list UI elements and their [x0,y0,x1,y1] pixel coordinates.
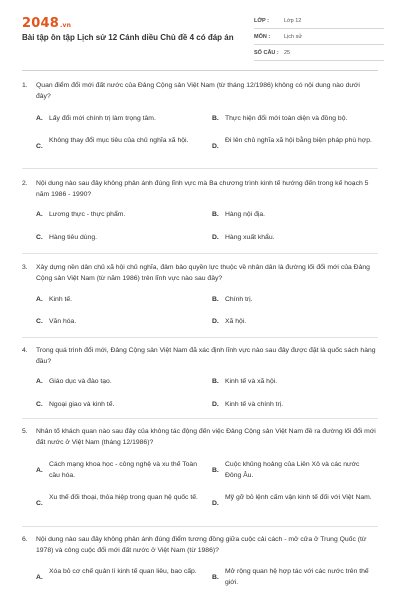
option-text: Kinh tế và chính trị. [225,401,284,408]
question-6 [22,534,378,598]
option-letter: A. [36,378,43,385]
site-logo[interactable] [22,16,71,31]
meta-value: Lớp 12 [284,17,302,24]
question-5 [22,426,378,524]
option-letter: B. [212,574,219,581]
option-letter: B. [212,115,219,122]
question-divider [22,337,378,338]
meta-key: LỚP : [254,17,269,24]
option-text: Hàng nội địa. [225,211,266,218]
option-text: Xu thế đối thoại, thỏa hiệp trong quan hệ quốc tế. [49,494,198,501]
option-letter: A. [36,115,43,122]
option-letter: B. [212,467,219,474]
question-body: Nhân tố khách quan nào sau đây của không tác động đến việc Đảng Cộng sản Việt Nam đề ra đường lối đổi mới đất nước ở Việt Nam (tháng 12/1986)? [36,428,376,446]
logo-suffix: .vn [59,22,72,29]
question-divider [22,418,378,419]
header-divider [22,70,378,71]
question-2 [22,178,378,253]
question-number: 3. [22,264,28,271]
meta-row-class [254,13,384,29]
option-text: Văn hóa. [49,318,77,325]
option-text: Xã hội. [225,318,247,325]
logo-main: 2048 [22,16,59,31]
option-text: Giáo dục và đào tạo. [49,378,112,385]
option-text: Thực hiện đổi mới toàn diện và đồng bộ. [225,115,348,122]
option-text: Hàng tiêu dùng. [49,234,97,241]
option-letter: D. [212,143,219,150]
question-body: Nội dung nào sau đây không phản ánh đúng lĩnh vực mà Ba chương trình kinh tế hướng đến trong kế hoạch 5 năm 1986 - 1990? [36,180,369,198]
question-1 [22,80,378,170]
option-letter: C. [36,318,43,325]
option-text: Lấy đổi mới chính trị làm trọng tâm. [49,115,156,122]
meta-value: 25 [284,49,291,56]
option-letter: D. [212,401,219,408]
document-header [0,0,400,70]
meta-row-count [254,45,384,61]
question-body: Xây dựng nền dân chủ xã hội chủ nghĩa, đảm bảo quyền lực thuộc về nhân dân là đường lối đổi mới của Đảng Cộng sản Việt Nam (từ năm 1986) trên lĩnh vực nào sau đây? [36,264,370,282]
option-letter: B. [212,211,219,218]
option-letter: D. [212,318,219,325]
question-number: 1. [22,82,28,89]
option-text: Hàng xuất khẩu. [225,234,275,241]
option-text: Cuộc khủng hoảng của Liên Xô và các nước Đông Âu. [225,461,360,479]
question-number: 5. [22,428,28,435]
option-text: Xóa bỏ cơ chế quản lí kinh tế quan liêu, bao cấp. [49,568,197,575]
option-letter: A. [36,211,43,218]
meta-info-table [254,13,384,61]
question-divider [22,253,378,254]
option-text: Ngoại giao và kinh tế. [49,401,115,408]
option-letter: C. [36,143,43,150]
question-number: 2. [22,180,28,187]
question-number: 4. [22,347,28,354]
option-letter: B. [212,296,219,303]
option-text: Kinh tế và xã hội. [225,378,278,385]
option-letter: D. [212,500,219,507]
option-text: Lương thực - thực phẩm. [49,211,126,218]
option-text: Chính trị. [225,296,253,303]
meta-row-subject [254,29,384,45]
option-text: Mở rộng quan hệ hợp tác với các nước trên thế giới. [225,568,369,586]
meta-value: Lịch sử [284,33,303,40]
option-letter: A. [36,296,43,303]
option-letter: C. [36,500,43,507]
meta-key: SỐ CÂU : [254,49,279,56]
question-number: 6. [22,536,28,543]
option-text: Kinh tế. [49,296,73,303]
question-body: Trong quá trình đổi mới, Đảng Cộng sản Việt Nam đã xác định lĩnh vực nào sau đây được đặt là quốc sách hàng đầu? [36,347,376,365]
option-letter: C. [36,401,43,408]
option-letter: D. [212,234,219,241]
option-letter: A. [36,467,43,474]
question-divider [22,526,378,527]
option-letter: A. [36,574,43,581]
question-3 [22,262,378,337]
option-text: Đi lên chủ nghĩa xã hội bằng biện pháp phù hợp. [225,137,372,144]
option-letter: C. [36,234,43,241]
question-4 [22,345,378,420]
question-body: Nội dung nào sau đây không phản ánh đúng điểm tương đồng giữa cuộc cải cách - mở cửa ở Trung Quốc (từ 1978) và công cuộc đổi mới đất nước ở Việt Nam (từ 1986)? [36,536,367,554]
meta-key: MÔN : [254,33,271,40]
option-text: Không thay đổi mục tiêu của chủ nghĩa xã hội. [49,137,189,144]
question-divider [22,168,378,169]
page-title: Bài tập ôn tập Lịch sử 12 Cánh diều Chủ đề 4 có đáp án [22,33,234,42]
option-text: Mỹ gỡ bỏ lệnh cấm vận kinh tế đối với Việt Nam. [225,494,372,501]
question-body: Quan điểm đổi mới đất nước của Đảng Cộng sản Việt Nam (từ tháng 12/1986) không có nội dung nào dưới đây? [36,82,360,100]
option-text: Cách mạng khoa học - công nghệ và xu thế Toàn cầu hóa. [49,461,197,479]
option-letter: B. [212,378,219,385]
